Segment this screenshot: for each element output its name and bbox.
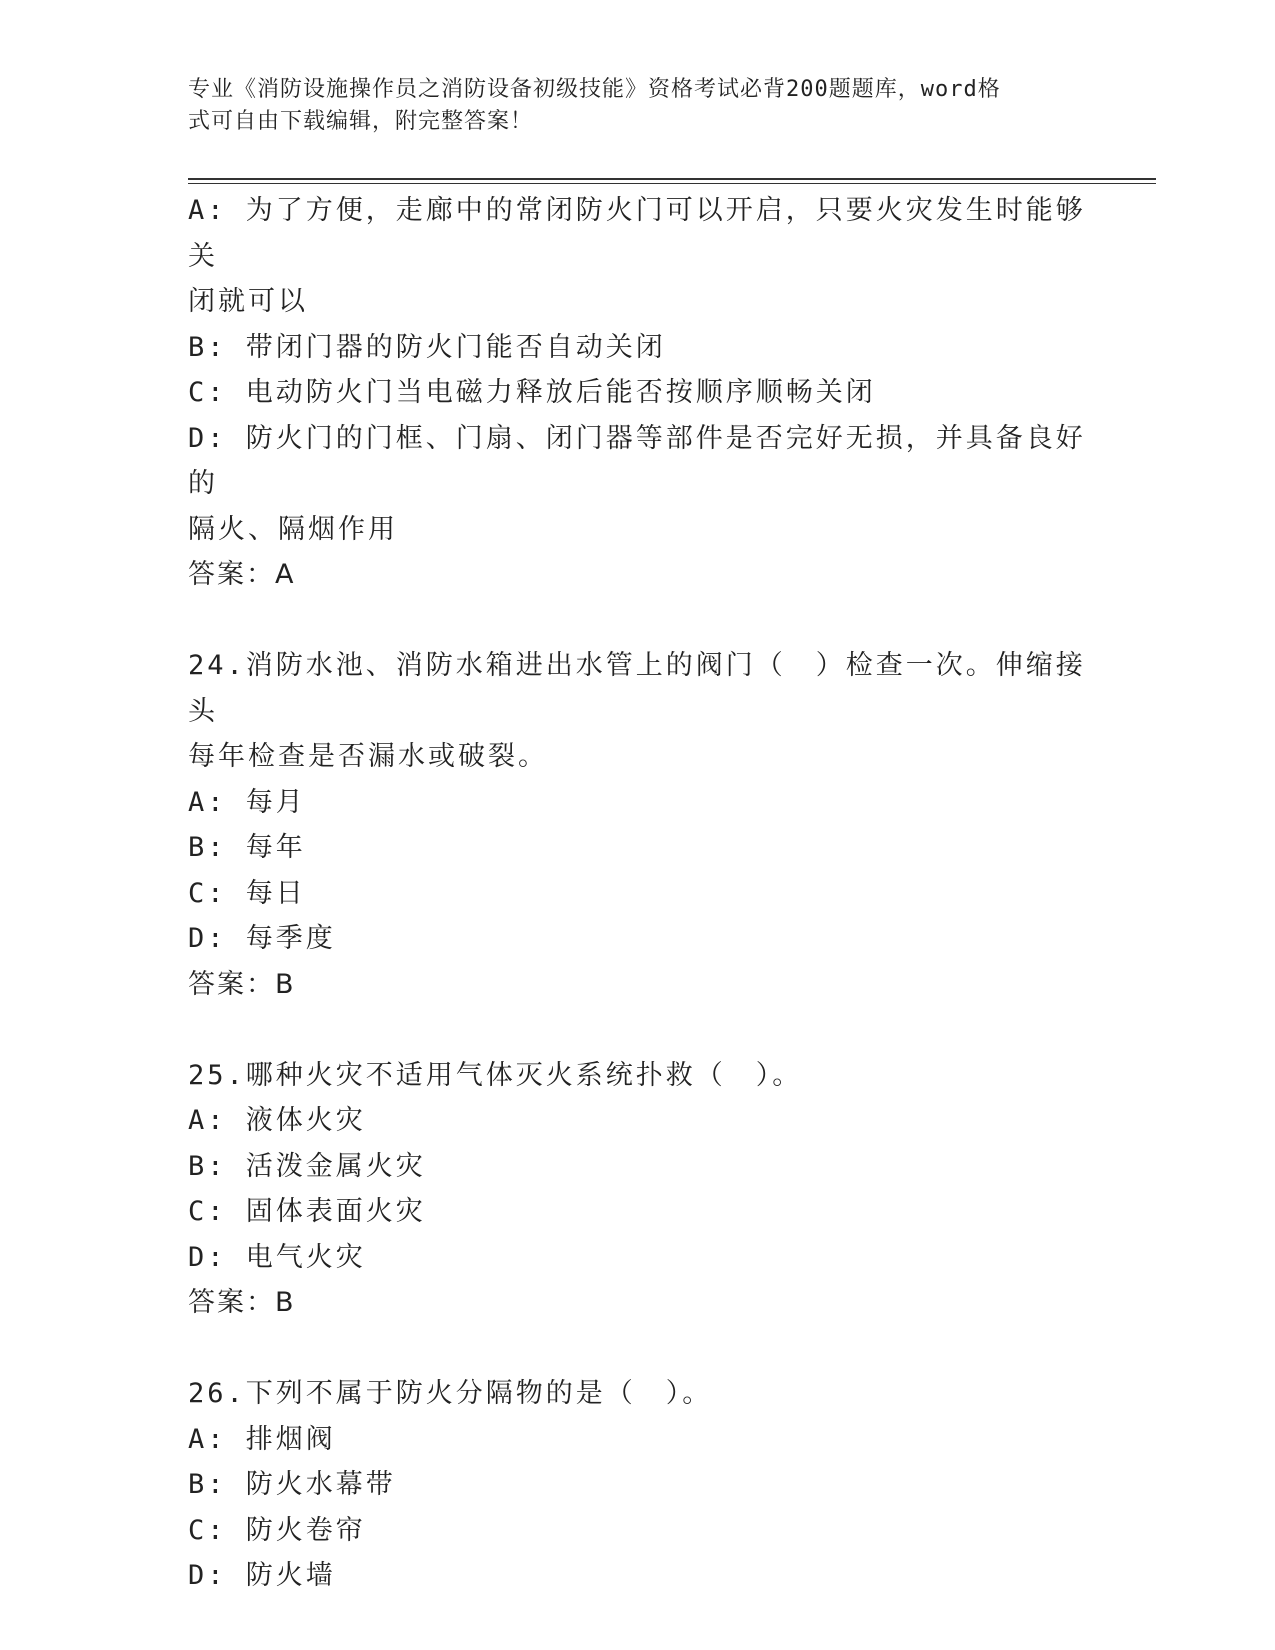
option-b: B: 活泼金属火灾 xyxy=(188,1150,426,1182)
option-a-line-1: A: 为了方便，走廊中的常闭防火门可以开启，只要火灾发生时能够关 xyxy=(188,195,1086,272)
option-a: A: 排烟阀 xyxy=(188,1423,336,1455)
question-stem: 26.下列不属于防火分隔物的是（ ）。 xyxy=(188,1378,713,1409)
spacer xyxy=(188,1326,1088,1372)
option-c: C: 电动防火门当电磁力释放后能否按顺序顺畅关闭 xyxy=(188,377,876,408)
answer: 答案：B xyxy=(188,1287,296,1318)
option-b: B: 防火水幕带 xyxy=(188,1469,396,1500)
question-stem-line-1: 24.消防水池、消防水箱进出水管上的阀门（ ）检查一次。伸缩接头 xyxy=(188,650,1086,727)
option-c: C: 防火卷帘 xyxy=(188,1514,366,1546)
question-stem-line-2: 每年检查是否漏水或破裂。 xyxy=(188,741,548,772)
option-d-line-1: D: 防火门的门框、门扇、闭门器等部件是否完好无损，并具备良好的 xyxy=(188,422,1086,499)
option-d: D: 每季度 xyxy=(188,923,336,954)
spacer xyxy=(188,1007,1088,1053)
question-list xyxy=(188,188,1088,1599)
option-c: C: 固体表面火灾 xyxy=(188,1196,426,1227)
option-a-line-2: 闭就可以 xyxy=(188,286,308,317)
option-c: C: 每日 xyxy=(188,877,306,909)
question-23 xyxy=(188,188,1088,598)
spacer xyxy=(188,598,1088,644)
header-line-1: 专业《消防设施操作员之消防设备初级技能》资格考试必背200题题库，word格 xyxy=(188,77,1001,102)
option-d-line-2: 隔火、隔烟作用 xyxy=(188,513,398,545)
document-header xyxy=(188,74,1068,138)
answer: 答案：A xyxy=(188,559,296,590)
option-d: D: 防火墙 xyxy=(188,1560,336,1591)
question-24 xyxy=(188,643,1088,1007)
question-26 xyxy=(188,1371,1088,1599)
option-b: B: 带闭门器的防火门能否自动关闭 xyxy=(188,331,666,363)
option-b: B: 每年 xyxy=(188,832,306,863)
question-stem: 25.哪种火灾不适用气体灭火系统扑救（ ）。 xyxy=(188,1059,803,1091)
header-divider-thin xyxy=(188,183,1156,184)
option-a: A: 每月 xyxy=(188,786,306,818)
header-divider-thick xyxy=(188,178,1156,180)
question-25 xyxy=(188,1053,1088,1326)
answer: 答案：B xyxy=(188,968,296,1000)
header-line-2: 式可自由下载编辑，附完整答案！ xyxy=(188,109,534,134)
option-a: A: 液体火灾 xyxy=(188,1105,366,1136)
option-d: D: 电气火灾 xyxy=(188,1241,366,1273)
